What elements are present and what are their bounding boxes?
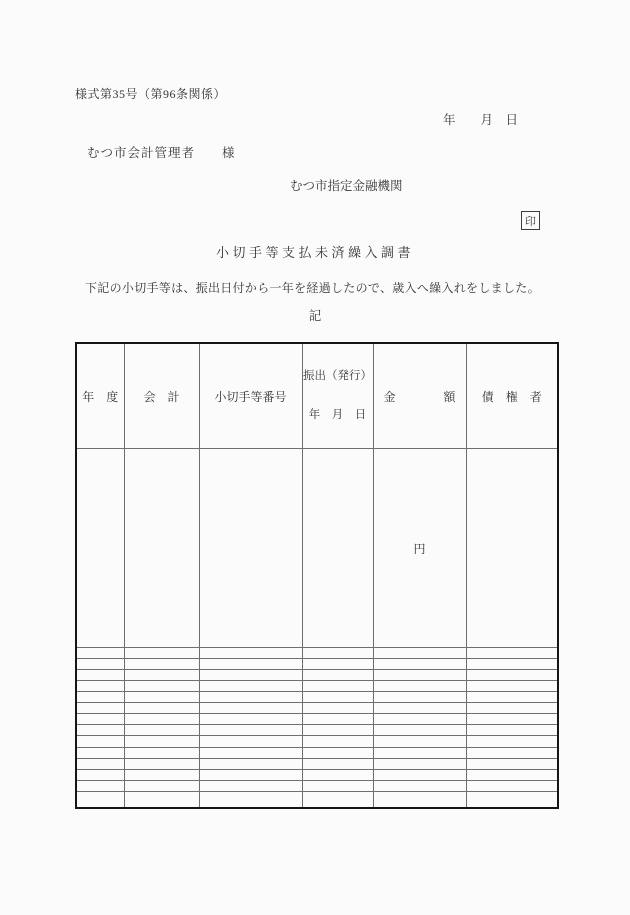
table-cell bbox=[76, 725, 124, 736]
table-cell bbox=[124, 449, 199, 648]
table-cell bbox=[199, 736, 302, 747]
table-cell bbox=[302, 703, 373, 714]
table-cell bbox=[373, 791, 466, 808]
table-cell bbox=[199, 725, 302, 736]
table-cell bbox=[199, 449, 302, 648]
table-cell bbox=[76, 648, 124, 659]
table-cell bbox=[466, 758, 558, 769]
table-cell bbox=[76, 791, 124, 808]
table-row bbox=[76, 449, 558, 648]
table-cell bbox=[466, 648, 558, 659]
table-row bbox=[76, 681, 558, 692]
table-cell bbox=[302, 648, 373, 659]
table-header bbox=[76, 343, 558, 449]
table-cell bbox=[302, 725, 373, 736]
table-cell bbox=[373, 758, 466, 769]
table-cell-amount-unit: 円 bbox=[373, 449, 466, 648]
table-cell bbox=[466, 670, 558, 681]
col-header-issue-date-line2: 年 月 日 bbox=[308, 409, 367, 421]
table-cell bbox=[124, 747, 199, 758]
table-cell bbox=[302, 681, 373, 692]
table-cell bbox=[466, 769, 558, 780]
table-cell bbox=[76, 670, 124, 681]
table-row bbox=[76, 692, 558, 703]
table-cell bbox=[199, 791, 302, 808]
table-cell bbox=[199, 714, 302, 725]
table-cell bbox=[124, 769, 199, 780]
table-cell bbox=[199, 703, 302, 714]
table-cell bbox=[124, 758, 199, 769]
table-cell bbox=[373, 703, 466, 714]
table-cell bbox=[466, 714, 558, 725]
seal-label: 印 bbox=[525, 215, 536, 228]
table-cell bbox=[124, 692, 199, 703]
table-row bbox=[76, 747, 558, 758]
table-cell bbox=[76, 736, 124, 747]
seal-stamp-icon bbox=[521, 211, 540, 230]
table-cell bbox=[124, 780, 199, 791]
table-cell bbox=[466, 780, 558, 791]
form-number: 様式第35号（第96条関係） bbox=[75, 87, 227, 101]
table-cell bbox=[373, 736, 466, 747]
table-cell bbox=[199, 648, 302, 659]
table-cell bbox=[199, 692, 302, 703]
table-cell bbox=[302, 736, 373, 747]
table-cell bbox=[199, 681, 302, 692]
table-row bbox=[76, 703, 558, 714]
table-row bbox=[76, 714, 558, 725]
table-cell bbox=[302, 449, 373, 648]
table-cell bbox=[466, 736, 558, 747]
table-cell bbox=[373, 714, 466, 725]
table-cell bbox=[124, 725, 199, 736]
col-header-issue-date bbox=[302, 343, 373, 449]
table-cell bbox=[76, 659, 124, 670]
table-cell bbox=[373, 769, 466, 780]
table-cell bbox=[76, 769, 124, 780]
table-cell bbox=[466, 747, 558, 758]
table-cell bbox=[199, 769, 302, 780]
table-cell bbox=[124, 714, 199, 725]
table-row bbox=[76, 725, 558, 736]
sender-name: むつ市指定金融機関 bbox=[290, 179, 403, 193]
table-cell bbox=[76, 714, 124, 725]
table-cell bbox=[373, 780, 466, 791]
table-row bbox=[76, 758, 558, 769]
table-cell bbox=[76, 758, 124, 769]
addressee-line: むつ市会計管理者 様 bbox=[87, 146, 236, 160]
page-title: 小切手等支払未済繰入調書 bbox=[215, 245, 414, 260]
table-row bbox=[76, 648, 558, 659]
table-cell bbox=[466, 681, 558, 692]
table-cell bbox=[302, 769, 373, 780]
col-header-account: 会 計 bbox=[124, 343, 199, 449]
table-cell bbox=[199, 747, 302, 758]
table-cell bbox=[124, 791, 199, 808]
table-row bbox=[76, 659, 558, 670]
table-row bbox=[76, 736, 558, 747]
table-body bbox=[76, 449, 558, 809]
table-cell bbox=[199, 659, 302, 670]
table-cell bbox=[466, 692, 558, 703]
table-cell bbox=[466, 791, 558, 808]
table-cell bbox=[199, 758, 302, 769]
table-cell bbox=[373, 692, 466, 703]
table-cell bbox=[124, 681, 199, 692]
table-cell bbox=[302, 659, 373, 670]
date-line: 年 月 日 bbox=[443, 113, 519, 127]
table-cell bbox=[76, 449, 124, 648]
col-header-issue-date-line1: 振出（発行） bbox=[303, 370, 372, 382]
col-header-creditor: 債 権 者 bbox=[466, 343, 558, 449]
table-cell bbox=[124, 659, 199, 670]
table-cell bbox=[302, 692, 373, 703]
cheque-ledger-table bbox=[75, 342, 559, 809]
table-cell bbox=[373, 681, 466, 692]
table-cell bbox=[466, 703, 558, 714]
table-cell bbox=[124, 703, 199, 714]
table-cell bbox=[302, 670, 373, 681]
table-cell bbox=[124, 648, 199, 659]
table-cell bbox=[76, 681, 124, 692]
col-header-fiscal-year: 年 度 bbox=[76, 343, 124, 449]
table-cell bbox=[302, 714, 373, 725]
table-cell bbox=[373, 648, 466, 659]
table-cell bbox=[466, 725, 558, 736]
table-cell bbox=[76, 703, 124, 714]
body-text: 下記の小切手等は、振出日付から一年を経過したので、歳入へ繰入れをしました。 bbox=[85, 281, 540, 295]
table-cell bbox=[76, 692, 124, 703]
table-cell bbox=[373, 659, 466, 670]
table-cell bbox=[373, 747, 466, 758]
table-cell bbox=[124, 670, 199, 681]
col-header-cheque-number: 小切手等番号 bbox=[199, 343, 302, 449]
table-cell bbox=[76, 780, 124, 791]
table-header-row bbox=[76, 343, 558, 449]
table-cell bbox=[373, 725, 466, 736]
record-label: 記 bbox=[308, 309, 322, 323]
table-cell bbox=[199, 780, 302, 791]
table-cell bbox=[76, 747, 124, 758]
table-cell bbox=[302, 758, 373, 769]
table-cell bbox=[302, 780, 373, 791]
col-header-amount: 金 額 bbox=[373, 343, 466, 449]
table-row bbox=[76, 791, 558, 808]
table-row bbox=[76, 670, 558, 681]
table-cell bbox=[124, 736, 199, 747]
table-row bbox=[76, 780, 558, 791]
table-cell bbox=[466, 659, 558, 670]
table-cell bbox=[466, 449, 558, 648]
table-cell bbox=[302, 747, 373, 758]
table-cell bbox=[199, 670, 302, 681]
table-row bbox=[76, 769, 558, 780]
table-cell bbox=[373, 670, 466, 681]
table-cell bbox=[302, 791, 373, 808]
